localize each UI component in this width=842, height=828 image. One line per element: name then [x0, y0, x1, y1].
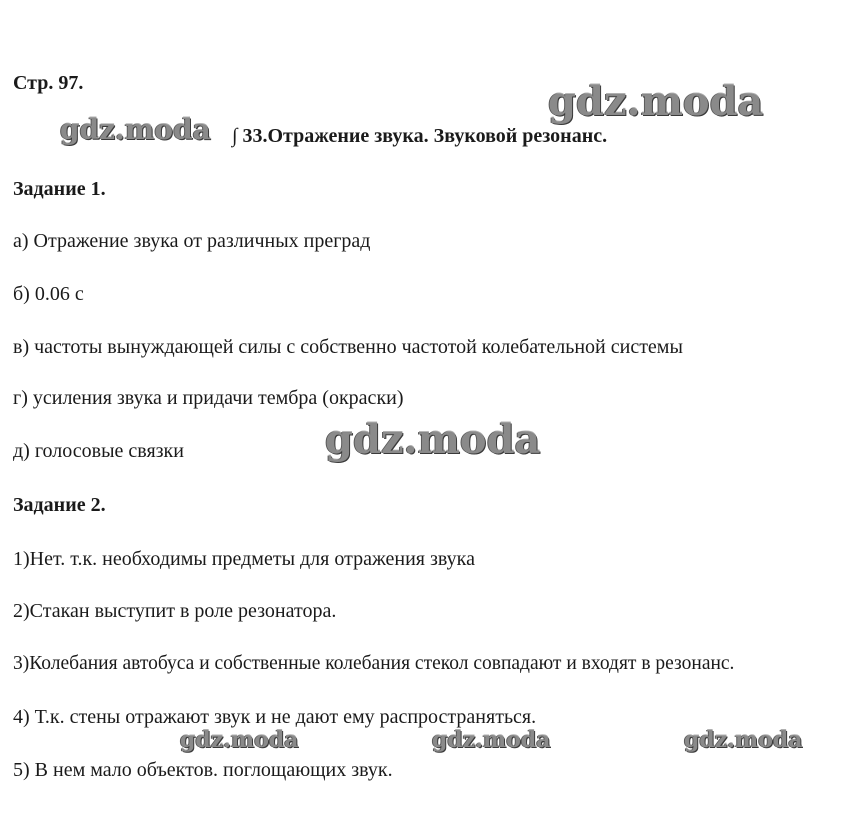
section-title: ∫ 33.Отражение звука. Звуковой резонанс. — [232, 125, 608, 147]
task2-answer-5: 5) В нем мало объектов. поглощающих звук. — [13, 759, 393, 781]
watermark-bottom-center: gdz.moda — [432, 727, 551, 753]
task2-answer-4: 4) Т.к. стены отражают звук и не дают ему распространяться. — [13, 706, 537, 728]
task2-heading: Задание 2. — [13, 494, 106, 516]
task1-answer-a: а) Отражение звука от различных преград — [13, 230, 371, 252]
watermark-top-left: gdz.moda — [60, 113, 211, 146]
page-reference: Стр. 97. — [13, 72, 84, 94]
watermark-bottom-left: gdz.moda — [180, 727, 299, 753]
task1-answer-c: в) частоты вынуждающей силы с собственно частотой колебательной системы — [13, 336, 683, 358]
task1-answer-e: д) голосовые связки — [13, 440, 184, 462]
task1-answer-b: б) 0.06 с — [13, 283, 84, 305]
task1-heading: Задание 1. — [13, 178, 106, 200]
watermark-top-right: gdz.moda — [548, 78, 764, 125]
task2-answer-3: 3)Колебания автобуса и собственные колебания стекол совпадают и входят в резонанс. — [13, 653, 735, 674]
watermark-middle: gdz.moda — [325, 416, 541, 463]
watermark-bottom-right: gdz.moda — [684, 727, 803, 753]
task2-answer-1: 1)Нет. т.к. необходимы предметы для отражения звука — [13, 548, 475, 570]
task1-answer-d: г) усиления звука и придачи тембра (окраски) — [13, 387, 404, 409]
task2-answer-2: 2)Стакан выступит в роле резонатора. — [13, 600, 337, 622]
